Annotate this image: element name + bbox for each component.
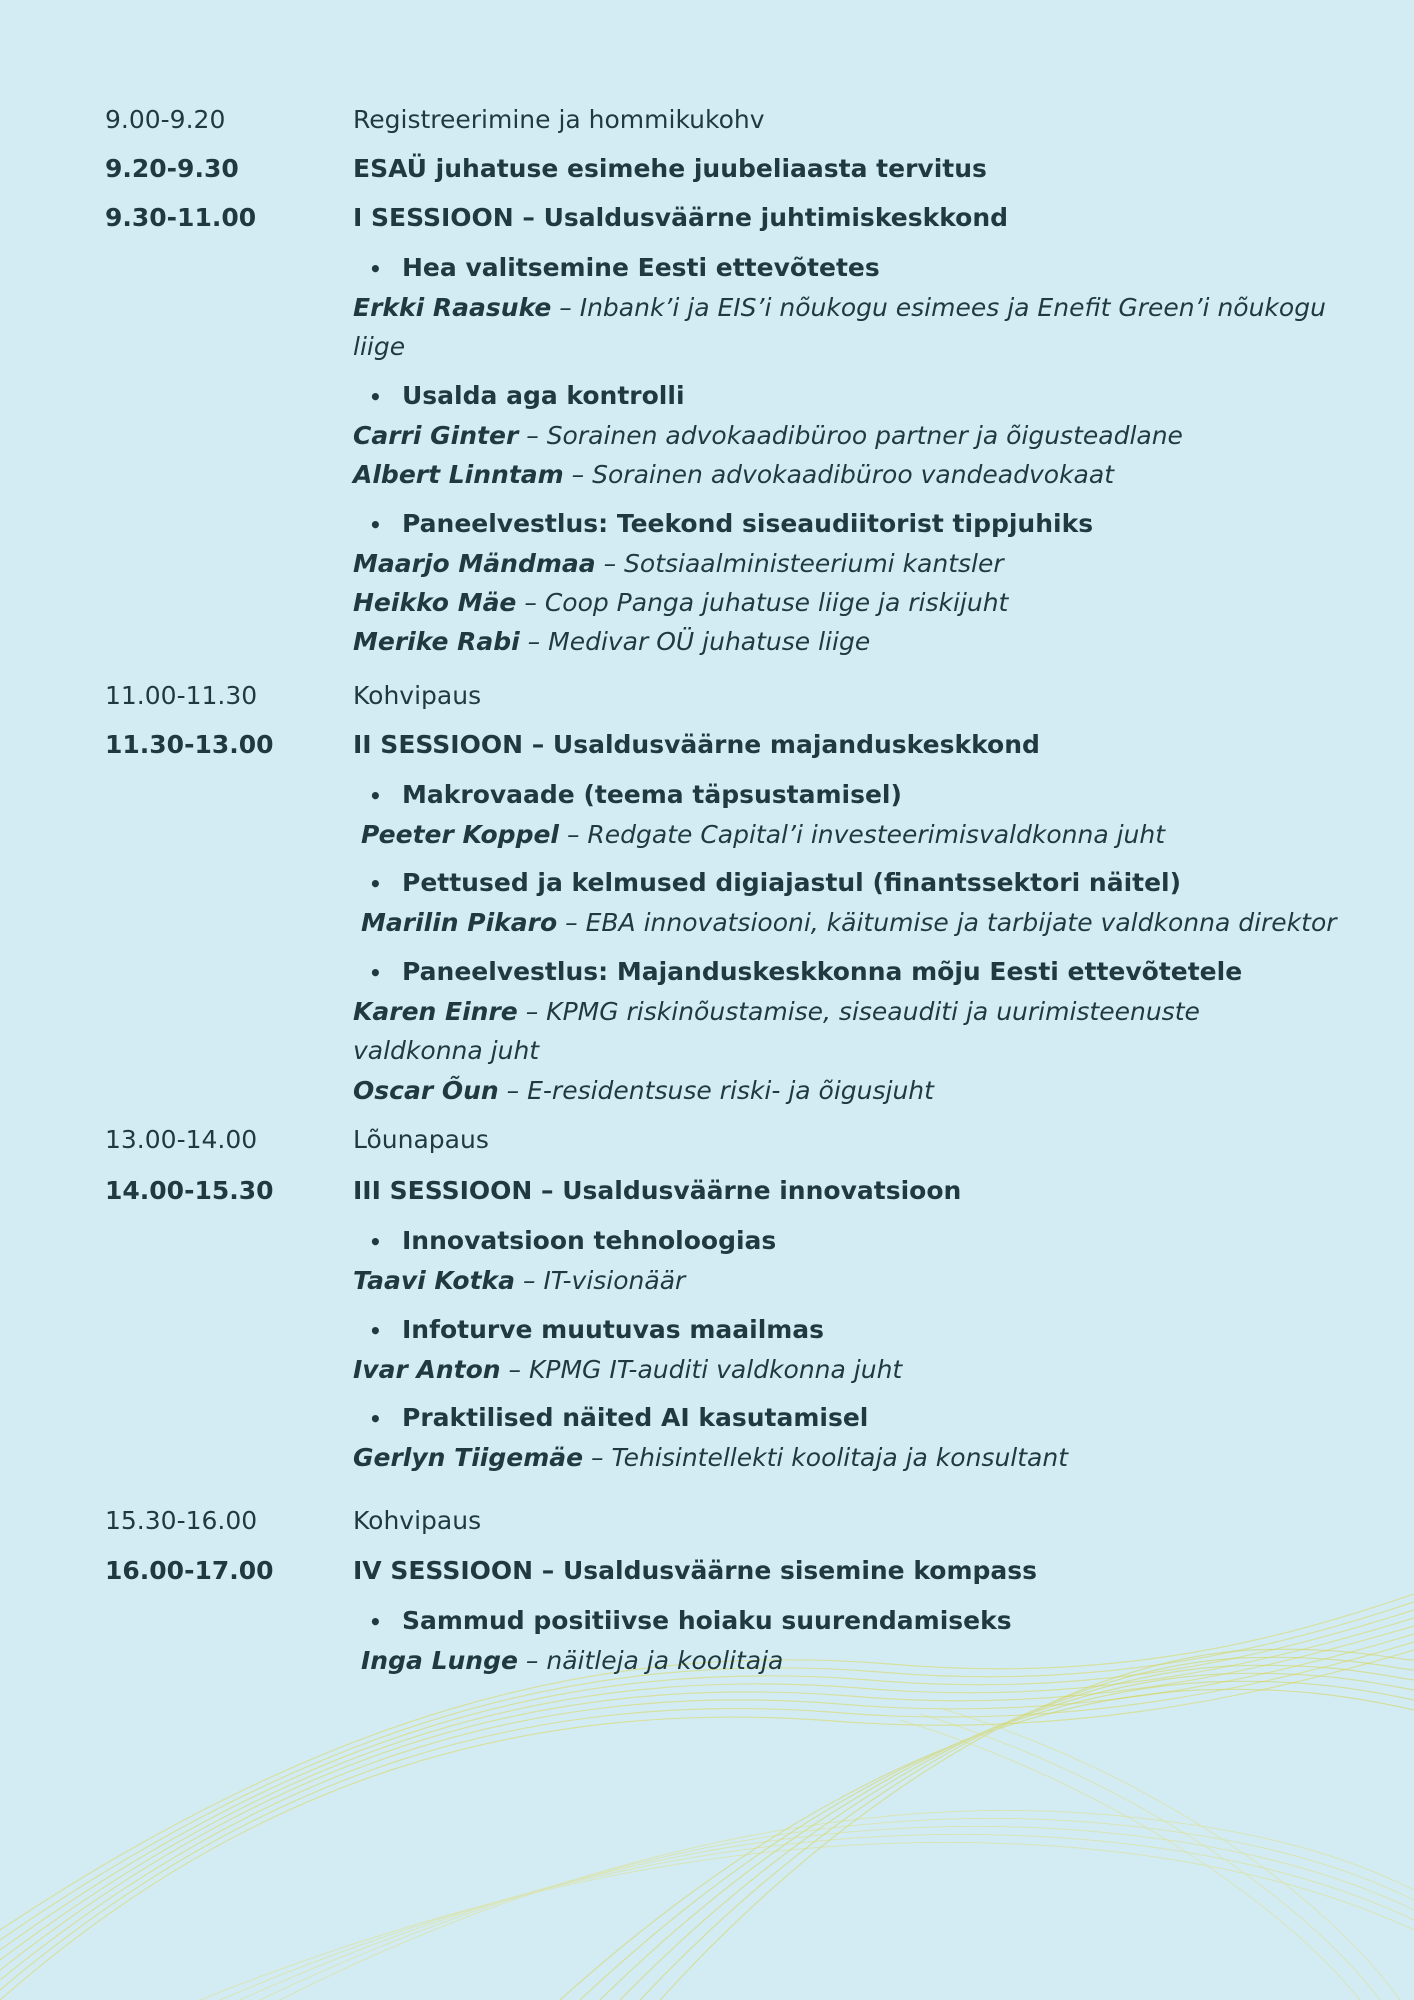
speaker-name: Peeter Koppel bbox=[361, 820, 559, 849]
time-slot: 11.00-11.30 bbox=[105, 681, 258, 710]
speaker-role: Sotsiaalministeeriumi kantsler bbox=[624, 549, 1004, 578]
dash: – bbox=[566, 820, 580, 849]
speaker-role-continued: valdkonna juht bbox=[353, 1036, 540, 1065]
speaker bbox=[361, 903, 1337, 942]
session-title: III SESSIOON – Usaldusväärne innovatsioon bbox=[353, 1176, 962, 1205]
speaker-name: Marilin Pikaro bbox=[361, 908, 558, 937]
slot-title: Registreerimine ja hommikukohv bbox=[353, 105, 765, 134]
bullet-icon: • bbox=[369, 1230, 382, 1254]
speaker-role: Sorainen advokaadibüroo partner ja õigusteadlane bbox=[546, 421, 1183, 450]
speaker-role: näitleja ja koolitaja bbox=[546, 1646, 784, 1675]
dash: – bbox=[559, 293, 572, 322]
topic-item bbox=[369, 507, 1093, 542]
bullet-icon: • bbox=[369, 1319, 382, 1343]
dash: – bbox=[526, 421, 539, 450]
slot-title: Lõunapaus bbox=[353, 1125, 489, 1154]
dash: – bbox=[524, 588, 537, 617]
speaker bbox=[353, 1438, 1068, 1477]
speaker-name: Heikko Mäe bbox=[353, 588, 517, 617]
dash: – bbox=[603, 549, 617, 578]
speaker-role: KPMG IT-auditi valdkonna juht bbox=[528, 1355, 903, 1384]
slot-title: ESAÜ juhatuse esimehe juubeliaasta tervitus bbox=[353, 154, 987, 183]
topic-title: Paneelvestlus: Majanduskeskkonna mõju Eesti ettevõtetele bbox=[402, 957, 1243, 986]
bullet-icon: • bbox=[369, 872, 382, 896]
speaker-role: Redgate Capital’i investeerimisvaldkonna juht bbox=[587, 820, 1166, 849]
speaker-name: Carri Ginter bbox=[353, 421, 519, 450]
time-slot: 15.30-16.00 bbox=[105, 1506, 258, 1535]
speaker-name: Karen Einre bbox=[353, 997, 518, 1026]
speaker bbox=[353, 416, 1183, 455]
dash: – bbox=[508, 1355, 522, 1384]
speaker bbox=[361, 815, 1165, 854]
topic-item bbox=[369, 955, 1242, 990]
topic-item bbox=[369, 251, 880, 286]
topic-item bbox=[369, 379, 685, 414]
topic-title: Infoturve muutuvas maailmas bbox=[402, 1315, 825, 1344]
speaker-name: Oscar Õun bbox=[353, 1076, 499, 1105]
topic-title: Makrovaade (teema täpsustamisel) bbox=[402, 780, 902, 809]
dash: – bbox=[525, 1646, 539, 1675]
speaker-role: Coop Panga juhatuse liige ja riskijuht bbox=[544, 588, 1009, 617]
speaker-role: Inbank’i ja EIS’i nõukogu esimees ja Enefit Green’i nõukogu bbox=[579, 293, 1326, 322]
speaker-name: Erkki Raasuke bbox=[353, 293, 552, 322]
bullet-icon: • bbox=[369, 513, 382, 537]
topic-item bbox=[369, 866, 1181, 901]
dash: – bbox=[522, 1266, 536, 1295]
speaker-role: KPMG riskinõustamise, siseauditi ja uurimisteenuste bbox=[546, 997, 1200, 1026]
speaker bbox=[361, 1641, 783, 1680]
session-title: II SESSIOON – Usaldusväärne majanduskeskkond bbox=[353, 730, 1040, 759]
speaker-role-continued: liige bbox=[353, 332, 406, 361]
time-slot: 9.00-9.20 bbox=[105, 105, 226, 134]
speaker-name: Merike Rabi bbox=[353, 627, 520, 656]
session-title: I SESSIOON – Usaldusväärne juhtimiskeskkond bbox=[353, 203, 1009, 232]
speaker bbox=[353, 583, 1008, 622]
speaker-name: Gerlyn Tiigemäe bbox=[353, 1443, 584, 1472]
topic-title: Praktilised näited AI kasutamisel bbox=[402, 1403, 869, 1432]
time-slot: 13.00-14.00 bbox=[105, 1125, 258, 1154]
speaker bbox=[353, 622, 870, 661]
bullet-icon: • bbox=[369, 1407, 382, 1431]
dash: – bbox=[525, 997, 539, 1026]
time-slot: 9.20-9.30 bbox=[105, 154, 239, 183]
dash: – bbox=[527, 627, 541, 656]
speaker-role: E-residentsuse riski- ja õigusjuht bbox=[527, 1076, 934, 1105]
speaker bbox=[353, 1071, 934, 1110]
dash: – bbox=[565, 908, 578, 937]
dash: – bbox=[571, 460, 585, 489]
speaker-role: EBA innovatsiooni, käitumise ja tarbijate valdkonna direktor bbox=[585, 908, 1337, 937]
speaker-role: Medivar OÜ juhatuse liige bbox=[548, 627, 871, 656]
speaker bbox=[353, 288, 1326, 327]
dash: – bbox=[506, 1076, 520, 1105]
bullet-icon: • bbox=[369, 1610, 382, 1634]
speaker-role: IT-visionäär bbox=[543, 1266, 686, 1295]
speaker bbox=[353, 1261, 685, 1300]
time-slot: 14.00-15.30 bbox=[105, 1176, 274, 1205]
speaker bbox=[353, 455, 1114, 494]
session-title: IV SESSIOON – Usaldusväärne sisemine kompass bbox=[353, 1556, 1038, 1585]
speaker bbox=[353, 992, 1200, 1031]
topic-title: Pettused ja kelmused digiajastul (finantssektori näitel) bbox=[402, 868, 1182, 897]
bullet-icon: • bbox=[369, 257, 382, 281]
time-slot: 16.00-17.00 bbox=[105, 1556, 274, 1585]
slot-title: Kohvipaus bbox=[353, 1506, 482, 1535]
speaker-name: Taavi Kotka bbox=[353, 1266, 516, 1295]
topic-title: Usalda aga kontrolli bbox=[402, 381, 685, 410]
topic-title: Sammud positiivse hoiaku suurendamiseks bbox=[402, 1606, 1012, 1635]
speaker bbox=[353, 1350, 902, 1389]
topic-item bbox=[369, 1604, 1012, 1639]
bullet-icon: • bbox=[369, 961, 382, 985]
topic-title: Hea valitsemine Eesti ettevõtetes bbox=[402, 253, 880, 282]
time-slot: 9.30-11.00 bbox=[105, 203, 257, 232]
dash: – bbox=[591, 1443, 604, 1472]
speaker bbox=[353, 544, 1004, 583]
topic-title: Innovatsioon tehnoloogias bbox=[402, 1226, 777, 1255]
speaker-role: Tehisintellekti koolitaja ja konsultant bbox=[611, 1443, 1069, 1472]
bullet-icon: • bbox=[369, 385, 382, 409]
topic-item bbox=[369, 778, 902, 813]
speaker-name: Inga Lunge bbox=[361, 1646, 518, 1675]
speaker-name: Ivar Anton bbox=[353, 1355, 501, 1384]
topic-item bbox=[369, 1401, 868, 1436]
time-slot: 11.30-13.00 bbox=[105, 730, 274, 759]
topic-item bbox=[369, 1224, 776, 1259]
speaker-name: Maarjo Mändmaa bbox=[353, 549, 596, 578]
bullet-icon: • bbox=[369, 784, 382, 808]
speaker-role: Sorainen advokaadibüroo vandeadvokaat bbox=[592, 460, 1114, 489]
slot-title: Kohvipaus bbox=[353, 681, 482, 710]
speaker-name: Albert Linntam bbox=[353, 460, 564, 489]
topic-item bbox=[369, 1313, 824, 1348]
topic-title: Paneelvestlus: Teekond siseaudiitorist tippjuhiks bbox=[402, 509, 1094, 538]
